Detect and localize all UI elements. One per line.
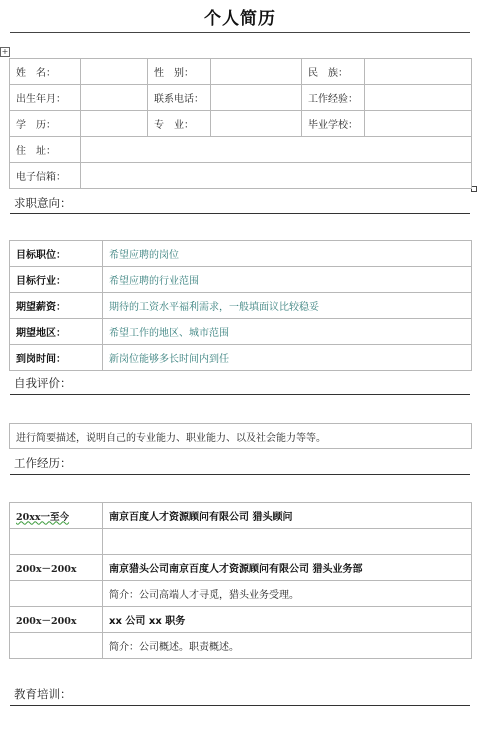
expected-salary-value[interactable]: 期待的工资水平福利需求，一般填面议比较稳妥 bbox=[103, 293, 472, 319]
table-row bbox=[10, 59, 472, 85]
experience-label: 工作经验： bbox=[302, 85, 365, 111]
work-company[interactable]: xx 公司 xx 职务 bbox=[103, 607, 472, 633]
work-divider bbox=[10, 474, 470, 475]
education-divider bbox=[10, 705, 470, 706]
table-move-handle-icon[interactable]: + bbox=[1, 47, 9, 56]
resume-title: 个人简历 bbox=[204, 9, 276, 29]
title-underline bbox=[10, 32, 470, 33]
table-row bbox=[10, 633, 472, 659]
work-date-text: 20xx一至今 bbox=[16, 511, 70, 523]
school-label: 毕业学校： bbox=[302, 111, 365, 137]
gender-label: 性 别： bbox=[148, 59, 211, 85]
experience-value-cell[interactable] bbox=[365, 85, 472, 111]
major-value-cell[interactable] bbox=[211, 111, 302, 137]
self-eval-heading: 自我评价： bbox=[14, 376, 72, 390]
work-date[interactable] bbox=[10, 529, 103, 555]
ethnic-label: 民 族： bbox=[302, 59, 365, 85]
table-row bbox=[10, 345, 472, 371]
work-detail[interactable]: 简介：公司高端人才寻觅，猎头业务受理。 bbox=[103, 581, 472, 607]
target-position-value[interactable]: 希望应聘的岗位 bbox=[103, 241, 472, 267]
work-company[interactable]: 南京猎头公司南京百度人才资源顾问有限公司 猎头业务部 bbox=[103, 555, 472, 581]
start-time-value[interactable]: 新岗位能够多长时间内到任 bbox=[103, 345, 472, 371]
table-row bbox=[10, 137, 472, 163]
major-label: 专 业： bbox=[148, 111, 211, 137]
intent-heading: 求职意向： bbox=[14, 196, 72, 210]
address-label: 住 址： bbox=[10, 137, 81, 163]
email-label: 电子信箱： bbox=[10, 163, 81, 189]
name-label: 姓 名： bbox=[10, 59, 81, 85]
birth-value-cell[interactable] bbox=[81, 85, 148, 111]
table-row bbox=[10, 241, 472, 267]
ethnic-value-cell[interactable] bbox=[365, 59, 472, 85]
education-heading: 教育培训： bbox=[14, 687, 72, 701]
table-row bbox=[10, 503, 472, 529]
work-date[interactable]: 200x－200x bbox=[10, 607, 103, 633]
work-date[interactable] bbox=[10, 581, 103, 607]
expected-region-label: 期望地区： bbox=[10, 319, 103, 345]
phone-value-cell[interactable] bbox=[211, 85, 302, 111]
table-row bbox=[10, 529, 472, 555]
email-value-cell[interactable] bbox=[81, 163, 472, 189]
address-value-cell[interactable] bbox=[81, 137, 472, 163]
work-detail[interactable]: 简介：公司概述。职责概述。 bbox=[103, 633, 472, 659]
work-table bbox=[9, 502, 472, 659]
table-row bbox=[10, 607, 472, 633]
table-row bbox=[10, 293, 472, 319]
table-row bbox=[10, 85, 472, 111]
table-row bbox=[10, 163, 472, 189]
intent-divider bbox=[10, 213, 470, 214]
self-eval-divider bbox=[10, 394, 470, 395]
table-row bbox=[10, 319, 472, 345]
birth-label: 出生年月： bbox=[10, 85, 81, 111]
table-row bbox=[10, 581, 472, 607]
target-industry-label: 目标行业： bbox=[10, 267, 103, 293]
education-label: 学 历： bbox=[10, 111, 81, 137]
target-industry-value[interactable]: 希望应聘的行业范围 bbox=[103, 267, 472, 293]
gender-value-cell[interactable] bbox=[211, 59, 302, 85]
start-time-label: 到岗时间： bbox=[10, 345, 103, 371]
table-row bbox=[10, 111, 472, 137]
self-eval-text[interactable]: 进行简要描述，说明自己的专业能力、职业能力、以及社会能力等等。 bbox=[10, 424, 472, 449]
school-value-cell[interactable] bbox=[365, 111, 472, 137]
expected-region-value[interactable]: 希望工作的地区、城市范围 bbox=[103, 319, 472, 345]
work-detail[interactable] bbox=[103, 529, 472, 555]
work-date[interactable] bbox=[10, 633, 103, 659]
work-date[interactable]: 200x－200x bbox=[10, 555, 103, 581]
work-date[interactable] bbox=[10, 503, 103, 529]
intent-table bbox=[9, 240, 472, 371]
expected-salary-label: 期望薪资： bbox=[10, 293, 103, 319]
table-row bbox=[10, 424, 472, 449]
target-position-label: 目标职位： bbox=[10, 241, 103, 267]
personal-info-table bbox=[9, 58, 472, 189]
phone-label: 联系电话： bbox=[148, 85, 211, 111]
name-value-cell[interactable] bbox=[81, 59, 148, 85]
table-row bbox=[10, 555, 472, 581]
table-row bbox=[10, 267, 472, 293]
education-value-cell[interactable] bbox=[81, 111, 148, 137]
work-heading: 工作经历： bbox=[14, 456, 72, 470]
work-company[interactable]: 南京百度人才资源顾问有限公司 猎头顾问 bbox=[103, 503, 472, 529]
self-eval-table bbox=[9, 423, 472, 449]
